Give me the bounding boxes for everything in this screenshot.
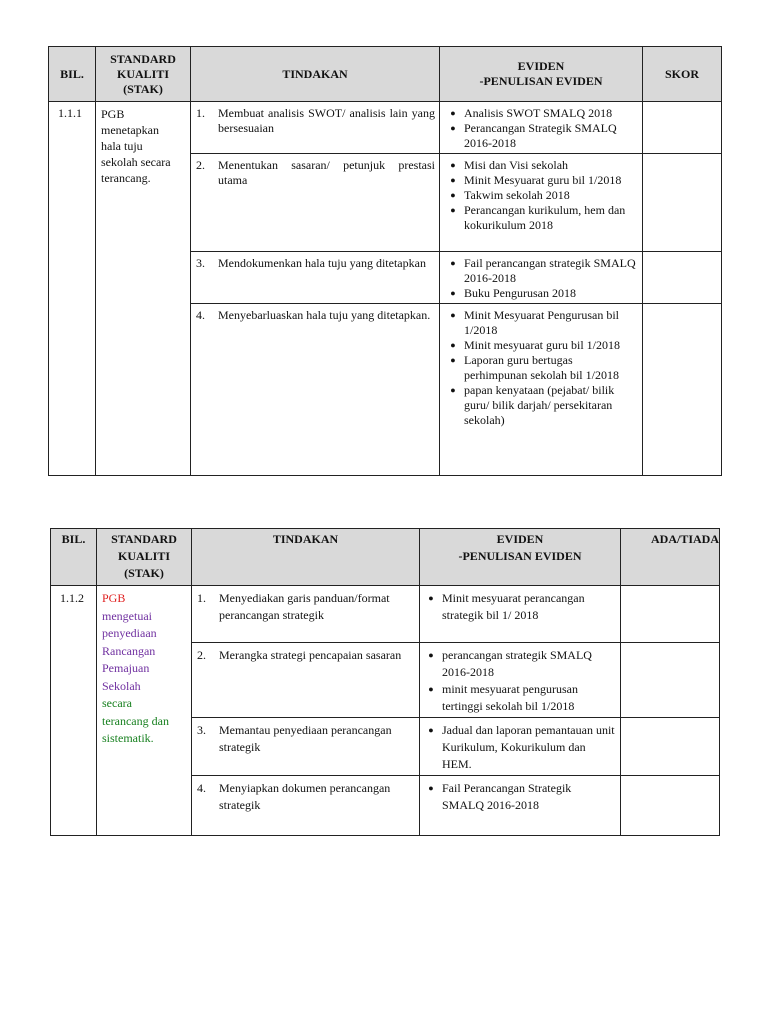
list-item: ● Perancangan kurikulum, hem dan kokurikulum 2018 [450, 203, 626, 232]
tindakan-cell: 1. Menyediakan garis panduan/format perancangan strategik [192, 586, 420, 643]
eviden-cell [420, 643, 621, 718]
list-item: ● Fail Perancangan Strategik SMALQ 2016-2018 [428, 781, 572, 812]
list-item: ● Buku Pengurusan 2018 [450, 286, 576, 300]
tindakan-cell: 3. Memantau penyediaan perancangan strategik [192, 718, 420, 776]
eviden-cell [440, 102, 643, 154]
eviden-cell [420, 586, 621, 643]
header-ada-tiada: ADA/TIADA [621, 529, 720, 586]
list-item: ● Takwim sekolah 2018 [450, 188, 570, 202]
header-eviden: EVIDEN -PENULISAN EVIDEN [420, 529, 621, 586]
ada-tiada-cell [621, 586, 720, 643]
tindakan-cell: 1. Membuat analisis SWOT/ analisis lain yang bersesuaian [191, 102, 440, 154]
tindakan-cell: 2. Merangka strategi pencapaian sasaran [192, 643, 420, 718]
eviden-cell [440, 154, 643, 252]
tindakan-cell: 4. Menyiapkan dokumen perancangan strategik [192, 776, 420, 836]
header-tindakan: TINDAKAN [192, 529, 420, 586]
skor-cell [643, 102, 722, 154]
bil-cell: 1.1.2 [51, 586, 97, 836]
skor-cell [643, 154, 722, 252]
list-item: ● minit mesyuarat pengurusan tertinggi sekolah bil 1/2018 [428, 682, 578, 713]
standard-cell: PGB mengetuai penyediaan Rancangan Pemajuan Sekolah secara terancang dan sistematik. [97, 586, 192, 836]
bil-cell: 1.1.1 [49, 102, 96, 476]
list-item: ● perancangan strategik SMALQ 2016-2018 [428, 648, 592, 679]
header-bil: BIL. [51, 529, 97, 586]
header-bil: BIL. [49, 47, 96, 102]
table-1 [48, 46, 722, 476]
list-item: ● Minit Mesyuarat guru bil 1/2018 [450, 173, 622, 187]
eviden-cell [420, 776, 621, 836]
list-item: ● Fail perancangan strategik SMALQ 2016-2018 [450, 256, 636, 285]
skor-cell [643, 252, 722, 304]
header-skor: SKOR [643, 47, 722, 102]
tindakan-cell: 2. Menentukan sasaran/ petunjuk prestasi utama [191, 154, 440, 252]
header-tindakan: TINDAKAN [191, 47, 440, 102]
ada-tiada-cell [621, 643, 720, 718]
list-item: ● papan kenyataan (pejabat/ bilik guru/ bilik darjah/ persekitaran sekolah) [450, 383, 615, 427]
list-item: ● Jadual dan laporan pemantauan unit Kurikulum, Kokurikulum dan HEM. [428, 723, 615, 771]
ada-tiada-cell [621, 718, 720, 776]
header-standard: STANDARD KUALITI (STAK) [96, 47, 191, 102]
list-item: ● Laporan guru bertugas perhimpunan sekolah bil 1/2018 [450, 353, 619, 382]
eviden-cell [420, 718, 621, 776]
list-item: ● Misi dan Visi sekolah [450, 158, 569, 172]
eviden-cell [440, 304, 643, 476]
ada-tiada-cell [621, 776, 720, 836]
tindakan-cell: 4. Menyebarluaskan hala tuju yang ditetapkan. [191, 304, 440, 476]
standard-cell: PGB menetapkan hala tuju sekolah secara terancang. [96, 102, 191, 476]
list-item: ● Analisis SWOT SMALQ 2018 [450, 106, 613, 120]
list-item: ● Minit Mesyuarat Pengurusan bil 1/2018 [450, 308, 619, 337]
list-item: ● Minit mesyuarat guru bil 1/2018 [450, 338, 620, 352]
header-standard: STANDARD KUALITI (STAK) [97, 529, 192, 586]
list-item: ● Perancangan Strategik SMALQ 2016-2018 [450, 121, 617, 150]
tindakan-cell: 3. Mendokumenkan hala tuju yang ditetapkan [191, 252, 440, 304]
eviden-cell [440, 252, 643, 304]
skor-cell [643, 304, 722, 476]
table-2 [50, 528, 720, 836]
header-eviden: EVIDEN -PENULISAN EVIDEN [440, 47, 643, 102]
list-item: ● Minit mesyuarat perancangan strategik bil 1/ 2018 [428, 591, 585, 622]
